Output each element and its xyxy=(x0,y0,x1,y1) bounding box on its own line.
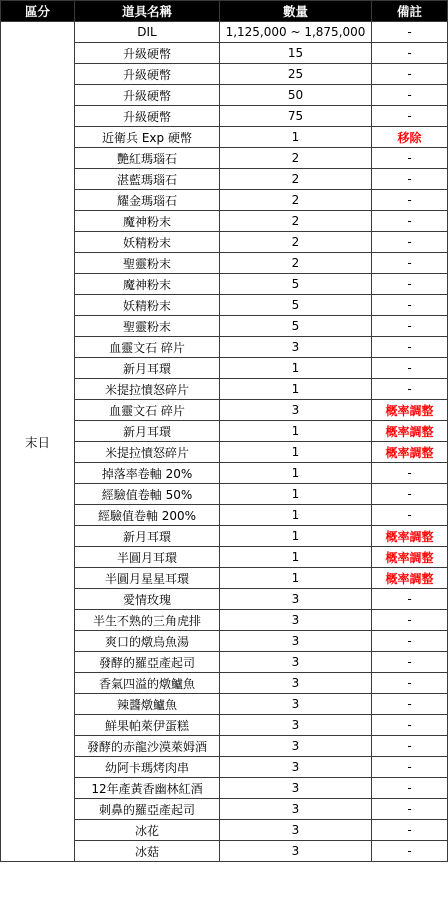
item-name-cell: 發酵的赤龍沙漠萊姆酒 xyxy=(75,736,220,757)
quantity-cell: 3 xyxy=(220,715,372,736)
item-name-cell: 米提拉憤怒碎片 xyxy=(75,442,220,463)
item-name-cell: 半圓月星星耳環 xyxy=(75,568,220,589)
quantity-cell: 5 xyxy=(220,316,372,337)
quantity-cell: 1 xyxy=(220,463,372,484)
quantity-cell: 2 xyxy=(220,253,372,274)
note-cell: - xyxy=(372,106,448,127)
note-cell: - xyxy=(372,610,448,631)
item-name-cell: 愛情玫瑰 xyxy=(75,589,220,610)
note-cell: - xyxy=(372,715,448,736)
note-cell: - xyxy=(372,43,448,64)
note-cell-highlighted: 概率調整 xyxy=(372,442,448,463)
note-cell-highlighted: 概率調整 xyxy=(372,547,448,568)
note-cell: - xyxy=(372,148,448,169)
item-name-cell: 耀金瑪瑙石 xyxy=(75,190,220,211)
item-name-cell: 聖靈粉末 xyxy=(75,253,220,274)
note-cell: - xyxy=(372,337,448,358)
item-name-cell: 新月耳環 xyxy=(75,358,220,379)
quantity-cell: 1,125,000 ~ 1,875,000 xyxy=(220,22,372,43)
quantity-cell: 2 xyxy=(220,232,372,253)
quantity-cell: 1 xyxy=(220,127,372,148)
quantity-cell: 1 xyxy=(220,505,372,526)
note-cell: - xyxy=(372,22,448,43)
quantity-cell: 3 xyxy=(220,652,372,673)
note-cell: - xyxy=(372,589,448,610)
item-name-cell: 香氣四溢的燉鱸魚 xyxy=(75,673,220,694)
note-cell: - xyxy=(372,211,448,232)
note-cell: - xyxy=(372,652,448,673)
quantity-cell: 2 xyxy=(220,148,372,169)
note-cell: - xyxy=(372,673,448,694)
quantity-cell: 15 xyxy=(220,43,372,64)
quantity-cell: 1 xyxy=(220,421,372,442)
quantity-cell: 25 xyxy=(220,64,372,85)
note-cell: - xyxy=(372,295,448,316)
quantity-cell: 3 xyxy=(220,631,372,652)
item-name-cell: 血靈文石 碎片 xyxy=(75,400,220,421)
note-cell: - xyxy=(372,463,448,484)
note-cell-highlighted: 概率調整 xyxy=(372,400,448,421)
header-quantity: 數量 xyxy=(220,1,372,22)
note-cell: - xyxy=(372,799,448,820)
region-cell: 末日 xyxy=(1,22,75,862)
item-name-cell: 發酵的羅亞產起司 xyxy=(75,652,220,673)
note-cell-highlighted: 移除 xyxy=(372,127,448,148)
item-name-cell: 掉落率卷軸 20% xyxy=(75,463,220,484)
quantity-cell: 3 xyxy=(220,610,372,631)
note-cell: - xyxy=(372,505,448,526)
item-name-cell: 新月耳環 xyxy=(75,526,220,547)
item-name-cell: 升級硬幣 xyxy=(75,43,220,64)
item-name-cell: 幼阿卡瑪烤肉串 xyxy=(75,757,220,778)
item-name-cell: 米提拉憤怒碎片 xyxy=(75,379,220,400)
quantity-cell: 3 xyxy=(220,799,372,820)
item-name-cell: 半生不熟的三角虎排 xyxy=(75,610,220,631)
item-name-cell: 經驗值卷軸 200% xyxy=(75,505,220,526)
quantity-cell: 75 xyxy=(220,106,372,127)
table-body xyxy=(1,22,448,862)
header-item-name: 道具名稱 xyxy=(75,1,220,22)
note-cell-highlighted: 概率調整 xyxy=(372,568,448,589)
note-cell: - xyxy=(372,694,448,715)
note-cell: - xyxy=(372,358,448,379)
quantity-cell: 3 xyxy=(220,337,372,358)
note-cell: - xyxy=(372,841,448,862)
note-cell: - xyxy=(372,736,448,757)
quantity-cell: 3 xyxy=(220,589,372,610)
item-name-cell: 魔神粉末 xyxy=(75,211,220,232)
note-cell: - xyxy=(372,631,448,652)
quantity-cell: 3 xyxy=(220,694,372,715)
note-cell-highlighted: 概率調整 xyxy=(372,526,448,547)
item-name-cell: 升級硬幣 xyxy=(75,64,220,85)
item-name-cell: 艷紅瑪瑙石 xyxy=(75,148,220,169)
quantity-cell: 2 xyxy=(220,190,372,211)
item-name-cell: 辣醬燉鱸魚 xyxy=(75,694,220,715)
note-cell: - xyxy=(372,484,448,505)
table-row xyxy=(1,22,448,43)
note-cell: - xyxy=(372,274,448,295)
note-cell: - xyxy=(372,64,448,85)
quantity-cell: 3 xyxy=(220,736,372,757)
item-name-cell: 鮮果帕萊伊蛋糕 xyxy=(75,715,220,736)
quantity-cell: 1 xyxy=(220,547,372,568)
item-name-cell: DIL xyxy=(75,22,220,43)
quantity-cell: 1 xyxy=(220,379,372,400)
quantity-cell: 5 xyxy=(220,274,372,295)
quantity-cell: 3 xyxy=(220,820,372,841)
item-name-cell: 刺鼻的羅亞產起司 xyxy=(75,799,220,820)
header-region: 區分 xyxy=(1,1,75,22)
quantity-cell: 50 xyxy=(220,85,372,106)
note-cell-highlighted: 概率調整 xyxy=(372,421,448,442)
item-name-cell: 冰花 xyxy=(75,820,220,841)
item-name-cell: 新月耳環 xyxy=(75,421,220,442)
quantity-cell: 1 xyxy=(220,358,372,379)
item-name-cell: 升級硬幣 xyxy=(75,85,220,106)
item-name-cell: 冰菇 xyxy=(75,841,220,862)
note-cell: - xyxy=(372,232,448,253)
item-name-cell: 血靈文石 碎片 xyxy=(75,337,220,358)
quantity-cell: 3 xyxy=(220,400,372,421)
quantity-cell: 2 xyxy=(220,211,372,232)
quantity-cell: 3 xyxy=(220,673,372,694)
item-name-cell: 妖精粉末 xyxy=(75,232,220,253)
note-cell: - xyxy=(372,757,448,778)
note-cell: - xyxy=(372,253,448,274)
item-name-cell: 湛藍瑪瑙石 xyxy=(75,169,220,190)
header-row xyxy=(1,1,448,22)
item-name-cell: 經驗值卷軸 50% xyxy=(75,484,220,505)
note-cell: - xyxy=(372,169,448,190)
quantity-cell: 1 xyxy=(220,526,372,547)
item-name-cell: 升級硬幣 xyxy=(75,106,220,127)
quantity-cell: 1 xyxy=(220,442,372,463)
quantity-cell: 1 xyxy=(220,568,372,589)
item-name-cell: 妖精粉末 xyxy=(75,295,220,316)
note-cell: - xyxy=(372,778,448,799)
item-name-cell: 半圓月耳環 xyxy=(75,547,220,568)
item-name-cell: 近衛兵 Exp 硬幣 xyxy=(75,127,220,148)
note-cell: - xyxy=(372,379,448,400)
header-note: 備註 xyxy=(372,1,448,22)
note-cell: - xyxy=(372,190,448,211)
quantity-cell: 1 xyxy=(220,484,372,505)
item-name-cell: 聖靈粉末 xyxy=(75,316,220,337)
quantity-cell: 3 xyxy=(220,841,372,862)
quantity-cell: 2 xyxy=(220,169,372,190)
note-cell: - xyxy=(372,316,448,337)
quantity-cell: 3 xyxy=(220,757,372,778)
item-name-cell: 魔神粉末 xyxy=(75,274,220,295)
quantity-cell: 5 xyxy=(220,295,372,316)
quantity-cell: 3 xyxy=(220,778,372,799)
item-name-cell: 12年產黃香幽林紅酒 xyxy=(75,778,220,799)
note-cell: - xyxy=(372,85,448,106)
item-name-cell: 爽口的燉烏魚湯 xyxy=(75,631,220,652)
note-cell: - xyxy=(372,820,448,841)
